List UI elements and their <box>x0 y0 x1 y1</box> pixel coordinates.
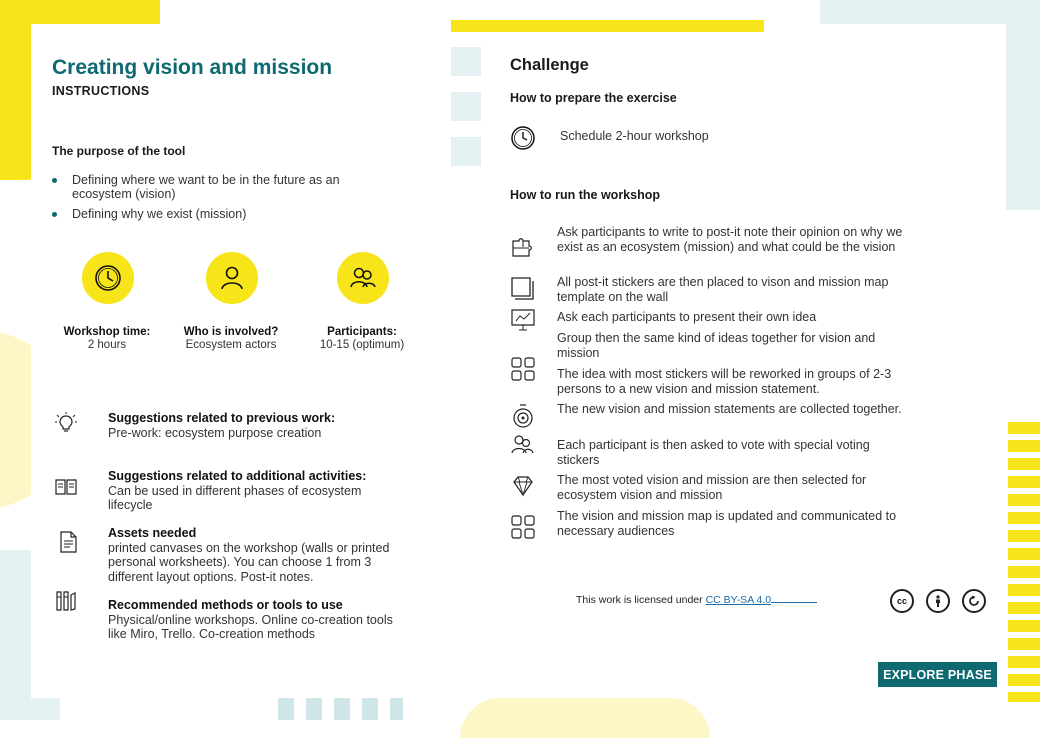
decor-teal-bars-bottom <box>278 698 403 720</box>
run-step: The new vision and mission statements are collected together. <box>557 402 902 416</box>
puzzle-icon <box>510 233 536 259</box>
suggestion-title: Assets needed <box>108 526 197 540</box>
explore-phase-button[interactable]: EXPLORE PHASE <box>878 662 997 687</box>
prepare-heading: How to prepare the exercise <box>510 91 677 105</box>
run-step: Each participant is then asked to vote with special voting stickers <box>557 438 870 467</box>
target-icon <box>510 403 536 429</box>
suggestion-title: Recommended methods or tools to use <box>108 598 343 612</box>
run-step: Ask participants to write to post-it note their opinion on why we exist as an ecosystem (mission) and what could be the vision <box>557 225 903 254</box>
run-step: The vision and mission map is updated and communicated to necessary audiences <box>557 509 897 538</box>
suggestion-text: printed canvases on the workshop (walls or printed personal worksheets). You can choose 1 from 3 different layout options. Post-it notes. <box>108 540 390 584</box>
cc-icon: cc <box>890 589 914 613</box>
stat-label: Who is involved? <box>183 326 279 338</box>
book-icon <box>54 474 78 498</box>
suggestion-text: Can be used in different phases of ecosystem lifecycle <box>108 483 362 512</box>
grid-icon <box>510 356 536 382</box>
clock-icon <box>82 252 134 304</box>
suggestion-assets <box>108 526 408 584</box>
decor-yellow-bar-top <box>451 20 764 32</box>
suggestion-title: Suggestions related to additional activities: <box>108 469 367 483</box>
run-step: The most voted vision and mission are then selected for ecosystem vision and mission <box>557 473 867 502</box>
license-link[interactable]: CC BY-SA 4.0 <box>705 594 772 606</box>
page-title: Creating vision and mission <box>52 56 333 79</box>
people-icon <box>337 252 389 304</box>
diamond-icon <box>510 473 536 499</box>
lightbulb-icon <box>54 411 78 435</box>
run-step: Ask each participants to present their own idea <box>557 310 817 324</box>
prepare-step: Schedule 2-hour workshop <box>560 129 709 143</box>
suggestion-previous-work <box>108 411 408 440</box>
decor-teal-square-2 <box>451 92 481 121</box>
stat-label: Workshop time: <box>63 326 151 338</box>
stat-who-involved <box>166 326 296 351</box>
suggestion-title: Suggestions related to previous work: <box>108 411 336 425</box>
decor-light-yellow-bottom <box>460 698 710 738</box>
attribution-icon <box>926 589 950 613</box>
purpose-heading: The purpose of the tool <box>52 144 186 158</box>
challenge-title: Challenge <box>510 56 589 74</box>
license-prefix: This work is licensed under <box>576 594 703 606</box>
sticky-note-icon <box>510 275 536 301</box>
people-icon <box>510 433 536 459</box>
purpose-list <box>52 173 382 227</box>
share-alike-icon <box>962 589 986 613</box>
page-subtitle: INSTRUCTIONS <box>52 84 150 98</box>
stat-value: 2 hours <box>87 338 127 351</box>
run-heading: How to run the workshop <box>510 188 660 202</box>
stat-participants <box>310 326 414 351</box>
grid-icon <box>510 514 536 540</box>
person-icon <box>206 252 258 304</box>
suggestion-methods <box>108 598 408 642</box>
decor-teal-square-1 <box>451 47 481 76</box>
suggestion-additional-activities <box>108 469 408 513</box>
decor-teal-square-3 <box>451 137 481 166</box>
purpose-item: Defining where we want to be in the future as an ecosystem (vision) <box>52 173 382 201</box>
stat-value: 10-15 (optimum) <box>319 338 405 351</box>
clock-icon <box>510 125 536 151</box>
suggestion-text: Pre-work: ecosystem purpose creation <box>108 425 322 440</box>
run-step: Group then the same kind of ideas together for vision and mission <box>557 331 876 360</box>
document-icon <box>56 530 80 554</box>
stat-value: Ecosystem actors <box>185 338 277 351</box>
license-notice <box>576 594 817 606</box>
stat-workshop-time <box>42 326 172 351</box>
run-step: All post-it stickers are then placed to vison and mission map template on the wall <box>557 275 889 304</box>
suggestion-text: Physical/online workshops. Online co-creation tools like Miro, Trello. Co-creation methods <box>108 612 393 641</box>
decor-yellow-stripes-right <box>1008 422 1040 702</box>
run-step: The idea with most stickers will be reworked in groups of 2-3 persons to a new vision and mission statement. <box>557 367 892 396</box>
purpose-item: Defining why we exist (mission) <box>52 207 382 221</box>
stat-label: Participants: <box>327 326 397 338</box>
tools-icon <box>54 589 78 613</box>
presentation-icon <box>510 307 536 333</box>
